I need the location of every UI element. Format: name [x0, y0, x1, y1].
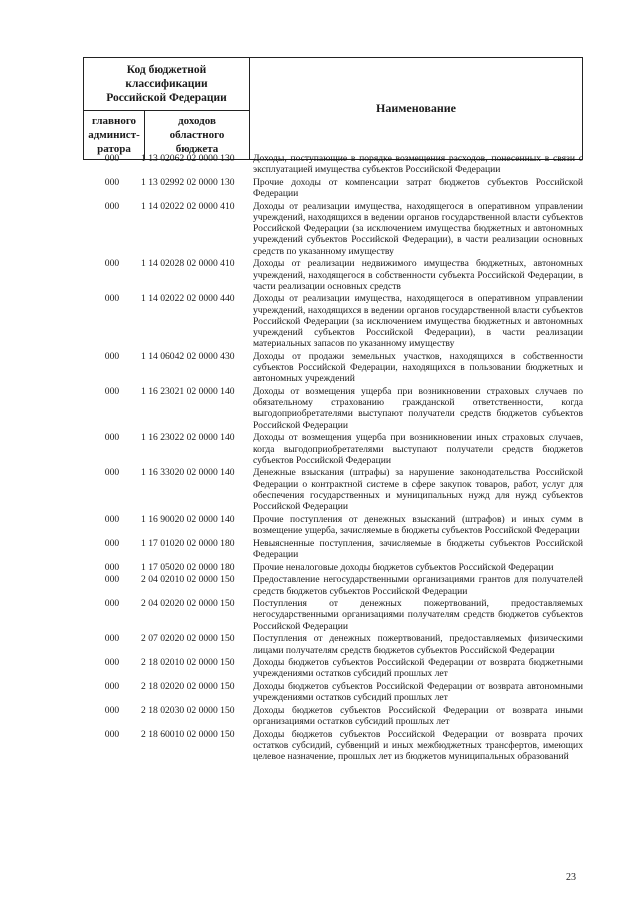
- name-cell: Доходы бюджетов субъектов Российской Федерации от возврата иными организациями остатков субсидий прошлых лет: [253, 705, 583, 728]
- admin-code-cell: 000: [104, 574, 120, 586]
- admin-code-cell: 000: [104, 681, 120, 693]
- income-code-cell: 1 17 05020 02 0000 180: [141, 561, 235, 573]
- name-cell: Доходы от реализации имущества, находящегося в оперативном управлении учреждений, находящихся в ведении органов государственной власти субъектов Российской Федерации (за исключением имущества бюджетных и автономных учреждений субъектов Российской Федерации), в части реализации материальных запасов по указанному имуществу: [253, 293, 583, 350]
- table-row: [83, 633, 583, 655]
- admin-code-cell: 000: [104, 293, 120, 305]
- income-code-cell: 1 13 02062 02 0000 130: [141, 153, 235, 164]
- admin-code-cell: 000: [104, 657, 120, 669]
- admin-code-cell: 000: [104, 153, 120, 164]
- name-cell: Поступления от денежных пожертвований, предоставляемых физическими лицами получателям средств бюджетов субъектов Российской Федерации: [253, 633, 583, 656]
- table-row: [83, 562, 583, 573]
- income-code-cell: 1 17 01020 02 0000 180: [141, 537, 235, 549]
- name-cell: Доходы от продажи земельных участков, находящихся в собственности субъектов Российской Федерации, находящихся в пользовании бюджетных и автономных учреждений: [253, 350, 583, 385]
- admin-code-cell: 000: [104, 258, 120, 270]
- income-code-cell: 1 16 23021 02 0000 140: [141, 386, 235, 398]
- income-column-header: доходов областного бюджета: [169, 115, 225, 155]
- table-row: [83, 293, 583, 349]
- table-row: [83, 705, 583, 727]
- admin-code-cell: 000: [104, 467, 120, 479]
- table-row: [83, 538, 583, 560]
- table-row: [83, 153, 583, 175]
- name-cell: Денежные взыскания (штрафы) за нарушение законодательства Российской Федерации о контрактной системе в сфере закупок товаров, работ, услуг для обеспечения государственных и муниципальных нужд для нужд субъектов Российской Федерации: [253, 467, 583, 513]
- admin-code-cell: 000: [104, 513, 120, 525]
- table-row: [83, 201, 583, 257]
- admin-code-cell: 000: [104, 598, 120, 610]
- table-row: [83, 386, 583, 431]
- table-row: [83, 351, 583, 385]
- income-code-cell: 2 18 60010 02 0000 150: [141, 728, 235, 740]
- budget-codes-title: Код бюджетной классификации Российской Федерации: [84, 58, 249, 111]
- income-code-cell: 2 18 02010 02 0000 150: [141, 657, 235, 669]
- admin-code-cell: 000: [104, 200, 120, 212]
- income-code-cell: 1 13 02992 02 0000 130: [141, 176, 235, 188]
- income-code-cell: 2 07 02020 02 0000 150: [141, 633, 235, 645]
- table-body: [83, 153, 583, 764]
- admin-code-cell: 000: [104, 561, 120, 573]
- table-row: [83, 729, 583, 763]
- table-header: [83, 57, 583, 160]
- table-row: [83, 514, 583, 536]
- admin-column-header: главного админист- ратора: [84, 111, 145, 159]
- name-cell: Доходы бюджетов субъектов Российской Федерации от возврата прочих остатков субсидий, субвенций и иных межбюджетных трансфертов, имеющих целевое назначение, прошлых лет из бюджетов муниципальных образований: [253, 728, 583, 763]
- name-cell: Доходы от реализации имущества, находящегося в оперативном управлении учреждений, находящихся в ведении органов государственной власти субъектов Российской Федерации (за исключением имущества бюджетных и автономных учреждений субъектов Российской Федерации), в части реализации основных средств по указанному имуществу: [253, 200, 583, 257]
- admin-code-cell: 000: [104, 537, 120, 549]
- page-number: 23: [566, 872, 576, 883]
- table-row: [83, 258, 583, 292]
- income-code-cell: 1 16 33020 02 0000 140: [141, 467, 235, 479]
- admin-code-cell: 000: [104, 350, 120, 362]
- table-row: [83, 657, 583, 679]
- admin-code-cell: 000: [104, 176, 120, 188]
- name-cell: Доходы от возмещения ущерба при возникновении страховых случаев по обязательному страхованию гражданской ответственности, когда выгодоприобретателями выступают получатели средств бюджетов субъектов Российской Федерации: [253, 386, 583, 431]
- table-row: [83, 467, 583, 512]
- income-code-cell: 2 04 02020 02 0000 150: [141, 598, 235, 610]
- income-code-cell: 2 04 02010 02 0000 150: [141, 574, 235, 586]
- name-cell: Поступления от денежных пожертвований, предоставляемых негосударственными организациями получателям средств бюджетов субъектов Российской Федерации: [253, 598, 583, 632]
- name-cell: Доходы от реализации недвижимого имущества бюджетных, автономных учреждений, находящегося в собственности субъекта Российской Федерации, в части реализации основных средств: [253, 258, 583, 292]
- income-code-cell: 2 18 02030 02 0000 150: [141, 705, 235, 717]
- name-cell: Доходы бюджетов субъектов Российской Федерации от возврата бюджетными учреждениями остатков субсидий прошлых лет: [253, 657, 583, 680]
- name-cell: Доходы, поступающие в порядке возмещения расходов, понесенных в связи с эксплуатацией имущества субъектов Российской Федерации: [253, 153, 583, 176]
- income-code-cell: 2 18 02020 02 0000 150: [141, 681, 235, 693]
- table-row: [83, 574, 583, 596]
- admin-code-cell: 000: [104, 705, 120, 717]
- table-row: [83, 432, 583, 466]
- name-cell: Доходы бюджетов субъектов Российской Федерации от возврата автономными учреждениями остатков субсидий прошлых лет: [253, 681, 583, 704]
- name-cell: Прочие поступления от денежных взысканий (штрафов) и иных сумм в возмещение ущерба, зачисляемые в бюджеты субъектов Российской Федерации: [253, 513, 583, 536]
- name-cell: Предоставление негосударственными организациями грантов для получателей средств бюджетов субъектов Российской Федерации: [253, 574, 583, 597]
- income-code-cell: 1 14 02022 02 0000 410: [141, 200, 235, 212]
- table-row: [83, 681, 583, 703]
- income-code-cell: 1 16 23022 02 0000 140: [141, 432, 235, 444]
- name-cell: Доходы от возмещения ущерба при возникновении иных страховых случаев, когда выгодоприобретателями выступают получатели средств бюджетов субъектов Российской Федерации: [253, 432, 583, 466]
- income-code-cell: 1 14 02028 02 0000 410: [141, 258, 235, 270]
- name-column-header: Наименование: [376, 101, 456, 115]
- income-code-cell: 1 14 02022 02 0000 440: [141, 293, 235, 305]
- admin-code-cell: 000: [104, 633, 120, 645]
- admin-code-cell: 000: [104, 432, 120, 444]
- admin-code-cell: 000: [104, 728, 120, 740]
- name-cell: Невыясненные поступления, зачисляемые в бюджеты субъектов Российской Федерации: [253, 537, 583, 560]
- admin-code-cell: 000: [104, 386, 120, 398]
- budget-codes-header: [84, 58, 250, 159]
- table-row: [83, 598, 583, 632]
- income-code-cell: 1 14 06042 02 0000 430: [141, 350, 235, 362]
- income-code-cell: 1 16 90020 02 0000 140: [141, 513, 235, 525]
- name-cell: Прочие неналоговые доходы бюджетов субъектов Российской Федерации: [253, 561, 554, 573]
- name-cell: Прочие доходы от компенсации затрат бюджетов субъектов Российской Федерации: [253, 176, 583, 200]
- table-row: [83, 177, 583, 199]
